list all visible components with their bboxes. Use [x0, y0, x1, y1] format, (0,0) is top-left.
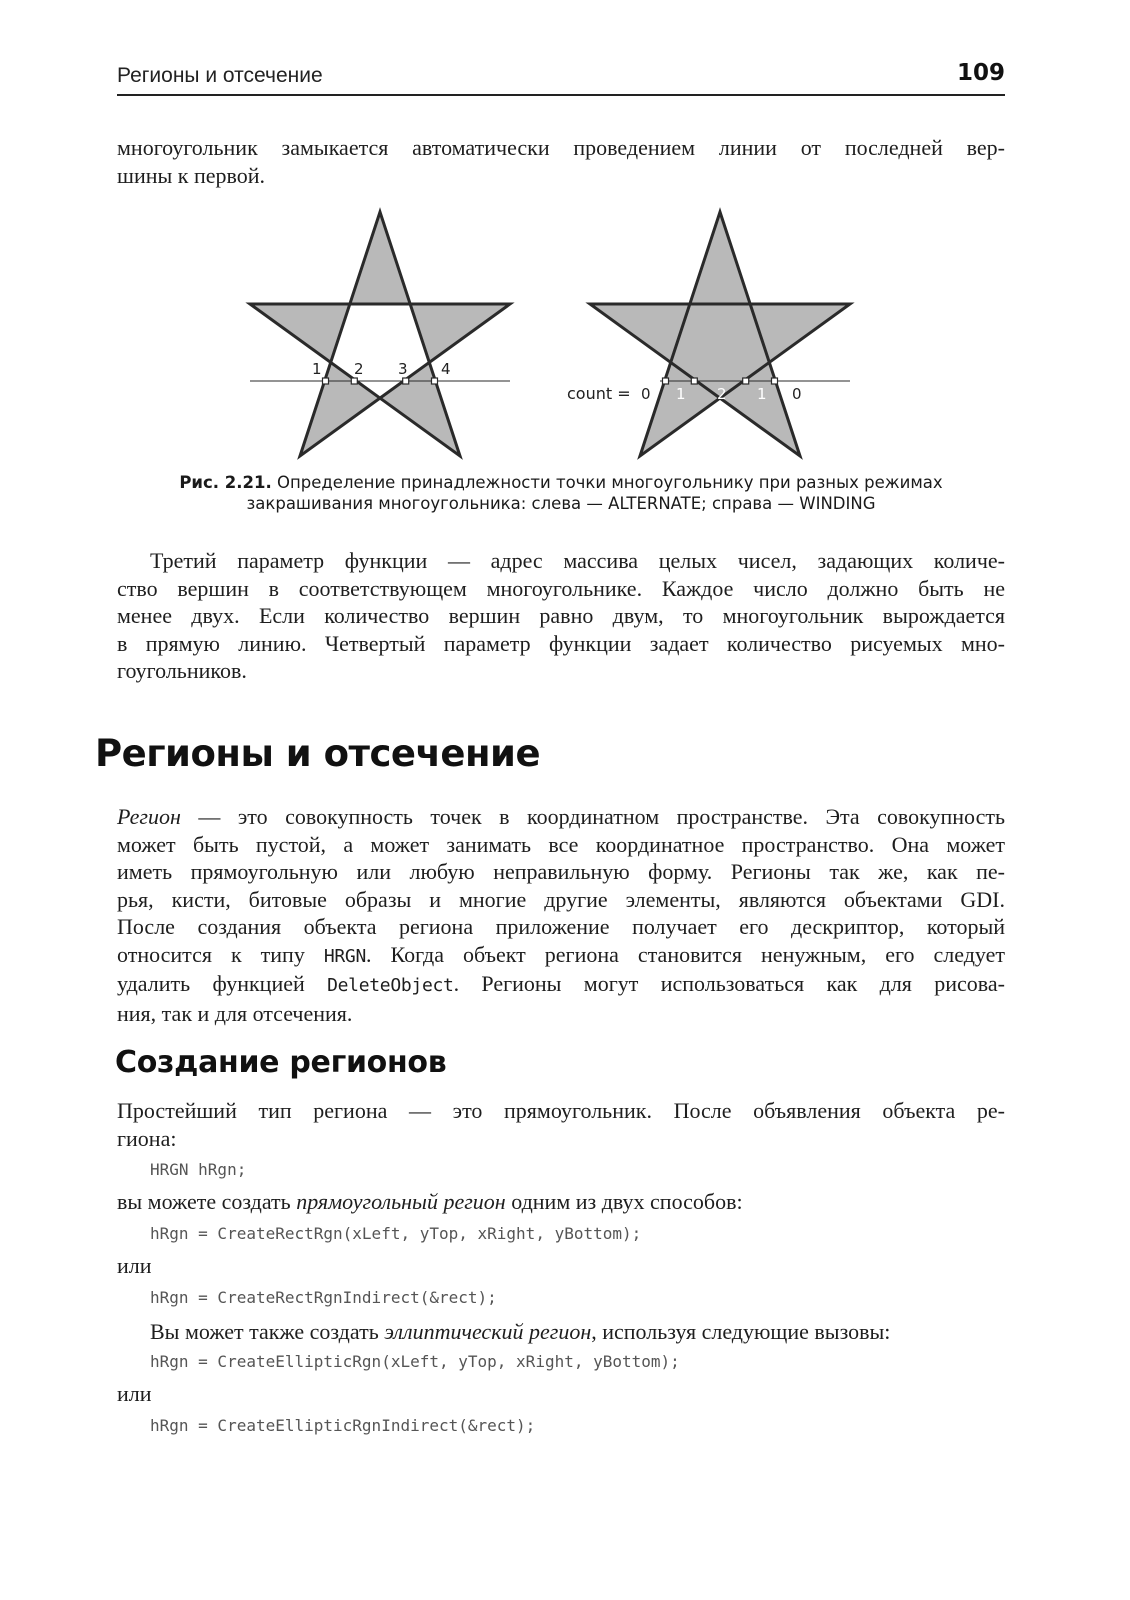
paragraph-polygon-params	[117, 547, 1005, 685]
caption-text-1: Определение принадлежности точки многоугольнику при разных режимах	[277, 473, 943, 492]
intersection-point	[351, 378, 357, 384]
caption-line-1	[117, 472, 1005, 493]
paragraph-line: рья, кисти, битовые образы и многие другие элементы, являются объектами GDI.	[117, 886, 1005, 912]
intersection-point	[691, 378, 697, 384]
intro-paragraph	[117, 134, 1005, 189]
count-label-0-right: 0	[792, 385, 802, 403]
paragraph-line: менее двух. Если количество вершин равно двум, то многоугольник вырождается	[117, 603, 1005, 628]
paragraph-line: ство вершин в соответствующем многоугольнике. Каждое число должно быть не	[117, 575, 1005, 601]
section-heading: Регионы и отсечение	[95, 732, 541, 775]
running-header-title: Регионы и отсечение	[117, 64, 323, 87]
paragraph-line: в прямую линию. Четвертый параметр функции задает количество рисуемых мно-	[117, 630, 1005, 656]
caption-figure-number: Рис. 2.21.	[179, 473, 272, 492]
code-create-rect-rgn: hRgn = CreateRectRgn(xLeft, yTop, xRight, yBottom);	[150, 1224, 642, 1243]
intersection-point	[772, 378, 778, 384]
figure-2-21	[240, 206, 860, 466]
term-region: Регион	[117, 804, 181, 829]
count-label-0-left: 0	[641, 385, 651, 403]
star-winding	[567, 212, 850, 456]
intersection-point	[432, 378, 438, 384]
code-create-elliptic-rgn: hRgn = CreateEllipticRgn(xLeft, yTop, xRight, yBottom);	[150, 1352, 680, 1371]
paragraph-text: относится к типу	[117, 941, 324, 967]
paragraph-or-2	[117, 1380, 1005, 1408]
paragraph-line: иметь прямоугольную или любую неправильную форму. Регионы так же, как пе-	[117, 859, 1005, 884]
running-header	[117, 58, 1005, 96]
paragraph-text: вы можете создать	[117, 1189, 297, 1214]
intro-line-1: многоугольник замыкается автоматически проведением линии от последней вер-	[117, 135, 1005, 160]
stars-illustration	[240, 206, 860, 466]
count-label-1-right: 1	[757, 385, 767, 403]
crossing-label-1: 1	[312, 360, 322, 378]
paragraph-or-1	[117, 1252, 1005, 1280]
paragraph-line: ния, так и для отсечения.	[117, 1000, 353, 1026]
star-alternate-shape	[250, 212, 510, 456]
paragraph-line: может быть пустой, а может занимать все координатное пространство. Она может	[117, 831, 1005, 857]
paragraph-line	[117, 1188, 1005, 1216]
subsection-heading: Создание регионов	[115, 1045, 447, 1080]
caption-line-2: закрашивания многоугольника: слева — ALTERNATE; справа — WINDING	[246, 494, 876, 513]
crossing-label-4: 4	[441, 360, 451, 378]
paragraph-text: , используя следующие вызовы:	[591, 1319, 891, 1344]
figure-caption	[117, 472, 1005, 514]
count-label-2: 2	[717, 385, 727, 403]
paragraph-region-definition	[117, 803, 1005, 1027]
intro-line-2: шины к первой.	[117, 162, 266, 188]
inline-code-deleteobject: DeleteObject	[327, 975, 454, 996]
inline-code-hrgn: HRGN	[323, 945, 366, 967]
star-alternate	[250, 212, 510, 456]
paragraph-simplest-region	[117, 1097, 1005, 1152]
term-rect-region: прямоугольный регион	[296, 1189, 506, 1214]
count-label-1-left: 1	[676, 385, 686, 403]
intersection-point	[323, 378, 329, 384]
paragraph-line	[117, 970, 1005, 1000]
paragraph-line: или	[117, 1381, 152, 1406]
paragraph-line: Третий параметр функции — адрес массива целых чисел, задающих количе-	[150, 548, 1005, 573]
paragraph-line: или	[117, 1253, 152, 1278]
paragraph-text: одним из двух способов:	[505, 1189, 743, 1214]
paragraph-line: После создания объекта региона приложение получает его дескриптор, который	[117, 914, 1005, 939]
paragraph-line	[117, 1318, 1005, 1346]
paragraph-text: удалить функцией	[117, 971, 328, 996]
intersection-point	[743, 378, 749, 384]
code-create-rect-rgn-indirect: hRgn = CreateRectRgnIndirect(&rect);	[150, 1288, 497, 1307]
paragraph-text: . Регионы могут использоваться как для рисова-	[453, 971, 1005, 996]
code-declare-hrgn: HRGN hRgn;	[150, 1160, 247, 1179]
term-elliptic-region: эллиптический регион	[384, 1319, 592, 1344]
paragraph-text: Вы может также создать	[150, 1319, 385, 1344]
paragraph-line: гоугольников.	[117, 658, 247, 683]
paragraph-line: Простейший тип региона — это прямоугольник. После объявления объекта ре-	[117, 1098, 1005, 1123]
paragraph-line: гиона:	[117, 1125, 177, 1151]
count-prefix-label: count =	[567, 384, 631, 403]
paragraph-line	[117, 803, 1005, 831]
star-winding-shape	[590, 212, 850, 456]
intersection-point	[663, 378, 669, 384]
paragraph-text: . Когда объект региона становится ненужным, его следует	[366, 941, 1005, 967]
paragraph-elliptic-region	[117, 1318, 1005, 1346]
page-number: 109	[956, 60, 1005, 86]
paragraph-rect-region	[117, 1188, 1005, 1216]
paragraph-line	[117, 941, 1005, 971]
intersection-point	[403, 378, 409, 384]
code-create-elliptic-rgn-indirect: hRgn = CreateEllipticRgnIndirect(&rect);	[150, 1416, 536, 1435]
crossing-label-2: 2	[354, 360, 364, 378]
paragraph-text: — это совокупность точек в координатном пространстве. Эта совокупность	[180, 804, 1005, 829]
crossing-label-3: 3	[398, 360, 408, 378]
